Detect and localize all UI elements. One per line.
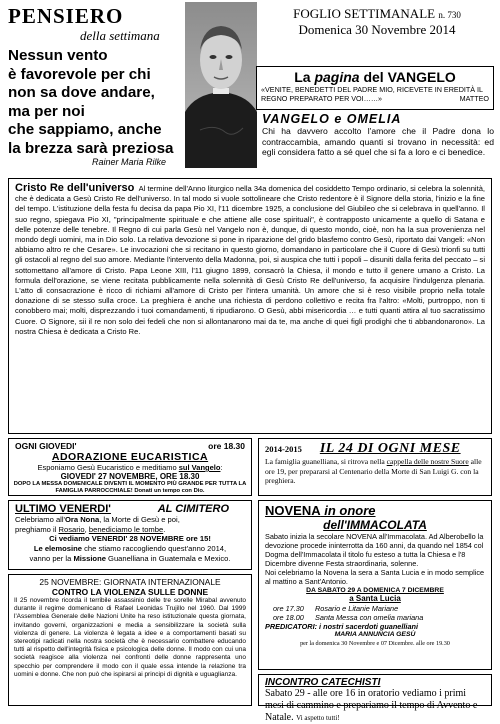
pensiero-author: Rainer Maria Rilke (92, 157, 167, 167)
newsletter-title: FOGLIO SETTIMANALE (293, 6, 436, 21)
issue-number: n. 730 (438, 10, 461, 20)
catechisti-title: INCONTRO CATECHISTI (265, 677, 381, 688)
quote-line: non sa dove andare, (8, 84, 155, 102)
vangelo-title: La pagina del VANGELO (294, 69, 456, 85)
pensiero-title: PENSIERO (8, 4, 124, 28)
ogni-mese-box (258, 438, 492, 496)
novena-announce: MARIA ANNUNCIA GESÙ (334, 630, 416, 638)
omelia-text: Chi ha davvero accolto l'amore che il Padre dona lo contraccambia, amando quanti si trovano in necessità: ed egli considera fatto a sé quel che si fa a loro e ci benedice. (262, 126, 494, 158)
violenza-text: Il 25 novembre ricorda il terribile assassinio delle tre sorelle Mirabal avvenuto durante il regime domenicano di Rafael Leonidas Trujillo nel 1960. Dal 1999 l'Assemblea Generale delle Nazioni Unite ha reso istituzionale questa giornata, invitando governi, organizzazioni e media a sensibilizzare la società sulla violenza di genere. La violenza è legata a idee e a comportamenti basati su stereotipi radicati nella nostra società che è necessario combattere educando tutti al rispetto dell'integrità fisica e psicologica delle donne. Il modo con cui una società reagisce alla violenza nei confronti delle donne rappresenta uno specchio per comprendere il modo con il quale essa intende la relazione tra uomini e donne. Che non può che ispirarsi ai principi di dignità e uguaglianza. (14, 597, 246, 678)
novena-text-2: Noi celebriamo la Novena la sera a Santa Lucia e in modo semplice al mattino a Sant'Antonio. (265, 568, 485, 587)
adorazione-date: GIOVEDI' 27 NOVEMBRE, ORE 18.30 (60, 472, 200, 481)
novena-dates: DA SABATO 29 A DOMENICA 7 DICEMBRE (306, 586, 444, 594)
quote-line: ma per noi (8, 102, 85, 120)
novena-box (258, 500, 492, 670)
catechisti-box (258, 674, 492, 723)
adorazione-day: OGNI GIOVEDI' (15, 441, 77, 451)
novena-row: ore 18.00 Santa Messa con omelia mariana (273, 612, 424, 622)
quote-line: Nessun vento (8, 47, 108, 64)
adorazione-time: ore 18.30 (208, 441, 245, 451)
novena-preachers: PREDICATORI: i nostri sacerdoti guanelliani (265, 621, 418, 631)
adorazione-title: ADORAZIONE EUCARISTICA (51, 451, 209, 463)
novena-place: a Santa Lucia (349, 594, 401, 604)
cristo-re-title: Cristo Re dell'universo (15, 182, 135, 194)
pensiero-quote (8, 47, 193, 159)
novena-text: Sabato inizia la secolare NOVENA all'Immacolata. Ad Alberobello la devozione procede ininterrotta da 160 anni, da quando nel 1854 col Dogma dell'Immacolata il titolo fu esteso a tutta la Chiesa e l'8 Dicembre divenne Festa straordinaria, solenne. (265, 532, 484, 569)
novena-row: ore 17.30 Rosario e Litanie Mariane (273, 603, 399, 613)
adorazione-note: DOPO LA MESSA DOMENICALE DIVENTI IL MOMENTO PIÙ GRANDE PER TUTTA LA FAMIGLIA PARROCCHIALE! Donati un tempo con Dio. (13, 481, 247, 494)
vangelo-ref: MATTEO (459, 94, 489, 103)
violenza-title: 25 NOVEMBRE: GIORNATA INTERNAZIONALE (39, 577, 221, 587)
pensiero-subtitle: della settimana (80, 28, 160, 43)
novena-subtitle: dell'IMMACOLATA (323, 518, 427, 532)
ultimo-venerdi-date: Ci vediamo VENERDI' 28 NOVEMBRE ore 15! (49, 534, 211, 544)
ultimo-venerdi-title: ULTIMO VENERDI' (15, 503, 111, 515)
omelia-title: VANGELO e OMELIA (262, 112, 402, 126)
quote-line: è favorevole per chi (8, 65, 151, 83)
ogni-mese-text: La famiglia guanelliana, si ritrova nella cappella delle nostre Suore alle ore 19, per prepararsi al Centenario della Morte di San Luigi G. con la preghiera. (265, 457, 482, 486)
ultimo-venerdi-box: ULTIMO VENERDI' AL CIMITERO Celebriamo all'Ora Nona, la Morte di Gesù e poi, preghiamo il Rosario, benediciamo le tombe. Ci vediamo VENERDI' 28 NOVEMBRE ore 15! Le elemosine che stiamo raccogliendo quest'anno 2014, vanno per la Missione Guanelliana in Guatemala e Mexico. (8, 500, 252, 570)
newsletter-header (262, 6, 492, 38)
ogni-mese-title: IL 24 DI OGNI MESE (319, 441, 461, 456)
adorazione-line: Esponiamo Gesù Eucaristico e meditiamo sul Vangelo: (37, 463, 223, 472)
cristo-re-box (8, 178, 492, 434)
novena-footer: per la domenica 30 Novembre e 07 Dicembre. alle ore 19.30 (300, 640, 450, 648)
vangelo-box (256, 66, 494, 110)
vangelo-text: «VENITE, BENEDETTI DEL PADRE MIO, RICEVETE IN EREDITÀ IL REGNO PREPARATO PER VOI……» MATTEO (261, 85, 489, 103)
violenza-subtitle: CONTRO LA VIOLENZA SULLE DONNE (51, 587, 209, 597)
novena-title: NOVENA in onore (265, 503, 376, 518)
quote-line: la brezza sarà preziosa (8, 139, 174, 157)
cimitero-label: AL CIMITERO (157, 503, 229, 515)
cristo-re-text: Al termine dell'Anno liturgico nella 34a domenica del cosiddetto Tempo ordinario, si celebra la solennità, che è dedicata a Gesù Cristo Re dell'universo. In tal modo si vuole sottolineare che Cristo redentore è il Signore della storia, l'inizio e la fine del tempo. L'istituzione della festa fu decisa da papa Pio XI, l'11 dicembre 1925, a conclusione del Giubileo che si celebrava in quell'anno. Il suo regno, spiegava Pio XI, "principalmente spirituale e che attiene alle cose spirituali", è contrapposto unicamente a quello di Satana e delle potenze delle tenebre. Il Regno di cui parla Gesù nel Vangelo non è, dunque, di questo mondo, cioè, non ha la sua provenienza nel mondo degli uomini, ma in Dio solo. La relativa devozione si pone in riparazione del grido blasfemo contro Gesù, riportato dai Vangeli: «Non abbiamo altro re che Cesare». Le invocazioni che si recitano in questo giorno, domandano in particolare che il Cuore di Gesù trionfi su tutti gli ostacoli al regno del suo amore. Mediante l'intervento della Madonna, poi, si auspica che tutti i popoli – disuniti dalla ferita del peccato – si sottomettano all'amore di Cristo. Papa Leone XIII, l'11 giugno 1899, consacrò la Chiesa, il mondo e tutto il genere umano a Cristo. La formula dell'orazione, se viene recitata pubblicamente nella solennità di Gesù Cristo Re dell'universo, fa acquisire l'indulgenza plenaria. L'atto di consacrazione è ricco di richiami all'amore di Cristo per l'intera umanità. Un amore che si è reso visibile proprio nella totale donazione di se stesso sulla croce. La preghiera è anche una richiesta di perdono collettivo e recita fra l'altro: «Molti, purtroppo, non ti conobbero mai; molti, disprezzando i tuoi comandamenti, ti ripudiarono. O Gesù, abbi misericordia … e tutti quanti attira al tuo sacratissimo Cuore. O Signore, sii il re non solo dei fedeli che non si allontanarono mai da te, ma anche di quei figli prodighi che ti abbandonarono». La nostra Chiesa è dedicata a Cristo Re. (15, 184, 485, 336)
catechisti-sign: Vi aspetto tutti! (296, 714, 340, 722)
violenza-box (8, 574, 252, 706)
quote-line: che sappiamo, anche (8, 121, 162, 139)
catechisti-text: Sabato 29 - alle ore 16 in oratorio vediamo i primi mesi di cammino e prepariamo il tempo di Avvento e Natale. Vi aspetto tutti! (265, 688, 478, 723)
issue-date: Domenica 30 Novembre 2014 (298, 22, 456, 37)
portrait-image (185, 2, 257, 168)
adorazione-box (8, 438, 252, 496)
years-label: 2014-2015 (265, 444, 302, 454)
